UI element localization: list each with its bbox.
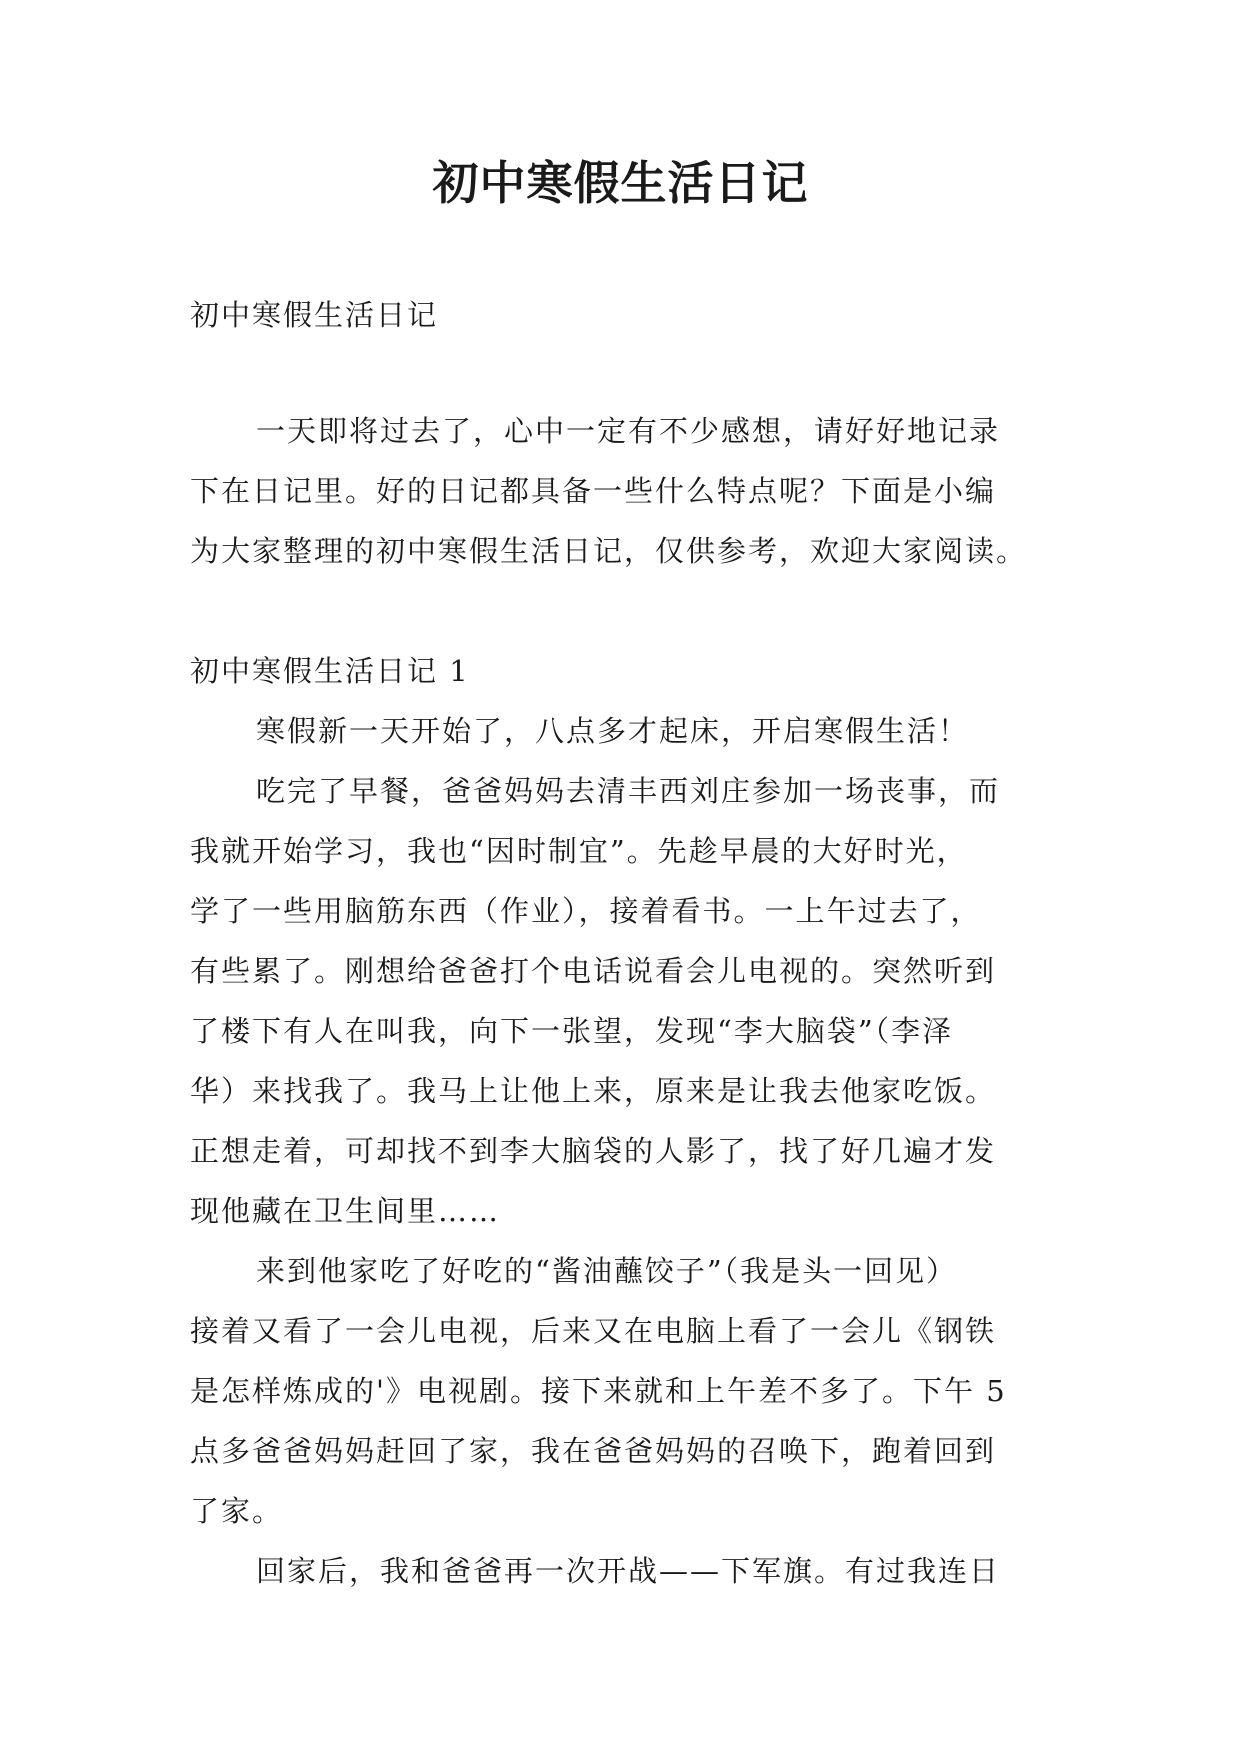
intro-line: 一天即将过去了，心中一定有不少感想，请好好地记录 xyxy=(256,414,1001,448)
diary-paragraph xyxy=(190,701,1070,761)
section-heading: 初中寒假生活日记 1 xyxy=(190,654,470,688)
document-subtitle: 初中寒假生活日记 xyxy=(190,298,439,332)
paragraph-line: 点多爸爸妈妈赶回了家，我在爸爸妈妈的召唤下，跑着回到 xyxy=(190,1434,997,1468)
paragraph-line: 学了一些用脑筋东西（作业），接着看书。一上午过去了， xyxy=(190,894,982,928)
diary-paragraph xyxy=(190,1541,1070,1601)
intro-paragraph xyxy=(190,401,1070,581)
paragraph-line: 华）来找我了。我马上让他上来，原来是让我去他家吃饭。 xyxy=(190,1074,997,1108)
intro-line: 下在日记里。好的日记都具备一些什么特点呢？下面是小编 xyxy=(190,474,997,508)
paragraph-line: 了楼下有人在叫我，向下一张望，发现“李大脑袋”（李泽 xyxy=(190,1014,954,1048)
paragraph-line: 接着又看了一会儿电视，后来又在电脑上看了一会儿《钢铁 xyxy=(190,1314,997,1348)
diary-paragraph xyxy=(190,1241,1070,1541)
paragraph-line: 来到他家吃了好吃的“酱油蘸饺子”（我是头一回见） xyxy=(256,1254,958,1288)
paragraph-line: 寒假新一天开始了，八点多才起床，开启寒假生活！ xyxy=(256,714,970,748)
document-title: 初中寒假生活日记 xyxy=(432,156,809,210)
paragraph-line: 了家。 xyxy=(190,1494,284,1528)
spacer xyxy=(190,345,1070,401)
paragraph-line: 我就开始学习，我也“因时制宜”。先趁早晨的大好时光， xyxy=(190,834,968,868)
paragraph-line: 是怎样炼成的'》电视剧。接下来就和上午差不多了。下午 5 xyxy=(190,1374,1007,1408)
paragraph-line: 吃完了早餐，爸爸妈妈去清丰西刘庄参加一场丧事，而 xyxy=(256,774,1001,808)
spacer xyxy=(190,581,1070,641)
paragraph-line: 现他藏在卫生间里…… xyxy=(190,1194,501,1228)
intro-line: 为大家整理的初中寒假生活日记，仅供参考，欢迎大家阅读。 xyxy=(190,534,1028,568)
document-body xyxy=(190,285,1070,1601)
diary-paragraph xyxy=(190,761,1070,1241)
paragraph-line: 正想走着，可却找不到李大脑袋的人影了，找了好几遍才发 xyxy=(190,1134,997,1168)
paragraph-line: 回家后，我和爸爸再一次开战——下军旗。有过我连日 xyxy=(256,1554,1001,1588)
paragraph-line: 有些累了。刚想给爸爸打个电话说看会儿电视的。突然听到 xyxy=(190,954,997,988)
